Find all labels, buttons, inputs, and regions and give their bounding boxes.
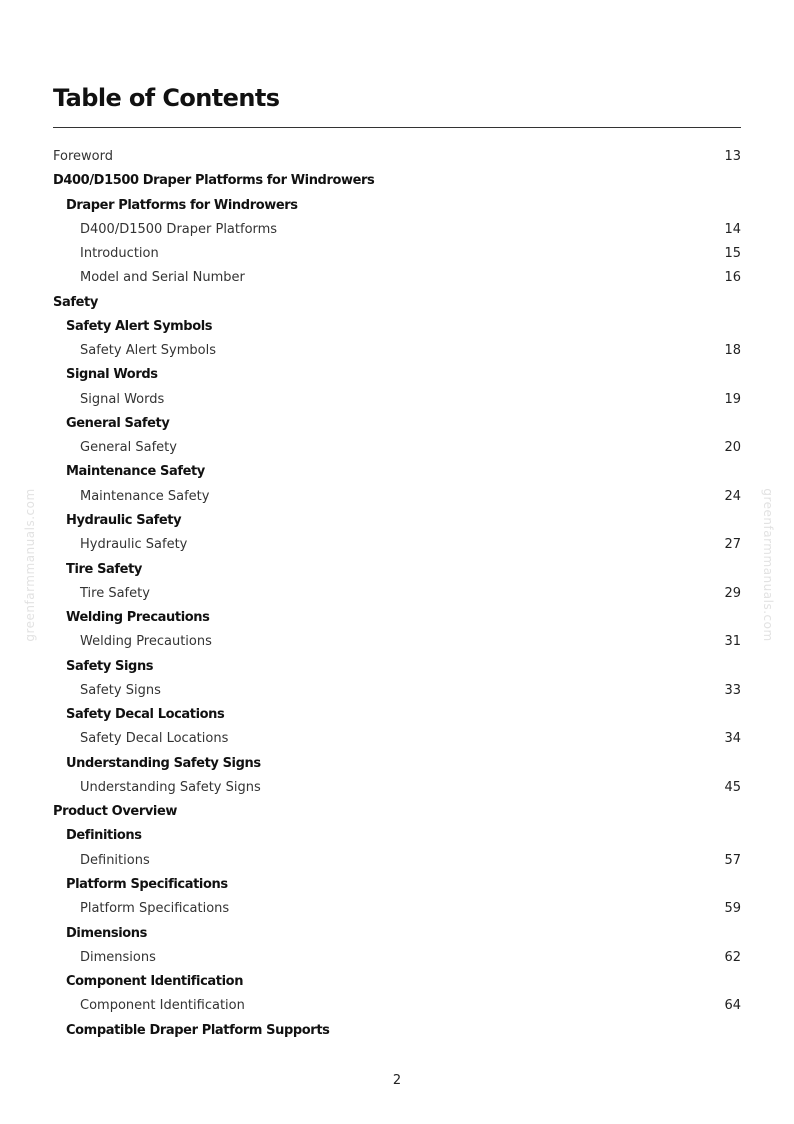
toc-entry-page-number[interactable]: 59	[724, 901, 741, 917]
toc-entry-label[interactable]: Definitions	[66, 828, 142, 844]
toc-entry[interactable]	[53, 849, 741, 873]
toc-entry[interactable]	[53, 315, 741, 339]
toc-entry-page-number[interactable]: 29	[724, 585, 741, 601]
toc-entry-label[interactable]: Safety Alert Symbols	[80, 343, 216, 359]
toc-entry-page-number[interactable]: 14	[724, 221, 741, 237]
toc-entry[interactable]	[53, 776, 741, 800]
toc-entry[interactable]	[53, 169, 741, 193]
toc-entry-page-number[interactable]: 45	[724, 779, 741, 795]
toc-entry[interactable]	[53, 630, 741, 654]
toc-entry[interactable]	[53, 970, 741, 994]
toc-entry[interactable]	[53, 727, 741, 751]
toc-entry-page-number[interactable]: 19	[724, 391, 741, 407]
toc-entry[interactable]	[53, 897, 741, 921]
toc-entry-label[interactable]: D400/D1500 Draper Platforms	[80, 221, 278, 237]
toc-entry-label[interactable]: Signal Words	[80, 391, 165, 407]
toc-entry[interactable]	[53, 242, 741, 266]
toc-entry-label[interactable]: Safety Alert Symbols	[66, 318, 213, 334]
toc-entry-label[interactable]: Definitions	[80, 852, 150, 868]
toc-entry-label[interactable]: General Safety	[80, 440, 177, 456]
toc-entry-label[interactable]: Draper Platforms for Windrowers	[66, 197, 298, 213]
toc-entry[interactable]	[53, 485, 741, 509]
toc-entry-page-number[interactable]: 31	[724, 634, 741, 650]
toc-entry[interactable]	[53, 412, 741, 436]
toc-entry-label[interactable]: Understanding Safety Signs	[66, 755, 261, 771]
page-title: Table of Contents	[53, 84, 280, 112]
toc-entry[interactable]	[53, 460, 741, 484]
toc-entry[interactable]	[53, 218, 741, 242]
toc-entry-label[interactable]: General Safety	[66, 415, 170, 431]
toc-entry-label[interactable]: Model and Serial Number	[80, 270, 245, 286]
toc-entry-label[interactable]: Welding Precautions	[66, 610, 210, 626]
toc-entry-page-number[interactable]: 33	[724, 682, 741, 698]
toc-entry[interactable]	[53, 388, 741, 412]
toc-entry-label[interactable]: Product Overview	[53, 804, 177, 820]
table-of-contents	[53, 145, 741, 1043]
watermark-right: greenfarmmanuals.com	[761, 488, 775, 642]
toc-entry-label[interactable]: Tire Safety	[80, 585, 150, 601]
toc-entry[interactable]	[53, 363, 741, 387]
toc-entry-label[interactable]: Tire Safety	[66, 561, 142, 577]
toc-entry[interactable]	[53, 509, 741, 533]
toc-entry[interactable]	[53, 436, 741, 460]
toc-entry-label[interactable]: Safety Decal Locations	[80, 731, 229, 747]
toc-entry[interactable]	[53, 655, 741, 679]
toc-entry-page-number[interactable]: 18	[724, 343, 741, 359]
toc-entry[interactable]	[53, 533, 741, 557]
toc-entry-label[interactable]: Understanding Safety Signs	[80, 779, 261, 795]
toc-entry-label[interactable]: Dimensions	[80, 949, 156, 965]
toc-entry[interactable]	[53, 194, 741, 218]
toc-entry[interactable]	[53, 922, 741, 946]
toc-entry-page-number[interactable]: 64	[724, 998, 741, 1014]
toc-entry-label[interactable]: Introduction	[80, 246, 159, 262]
toc-entry-label[interactable]: Signal Words	[66, 367, 158, 383]
toc-entry-page-number[interactable]: 13	[724, 149, 741, 164]
toc-entry[interactable]	[53, 558, 741, 582]
toc-entry-label[interactable]: Hydraulic Safety	[80, 537, 188, 553]
toc-entry[interactable]	[53, 266, 741, 290]
toc-entry-label[interactable]: Component Identification	[80, 998, 245, 1014]
toc-entry[interactable]	[53, 752, 741, 776]
toc-entry-page-number[interactable]: 27	[724, 537, 741, 553]
toc-entry-label[interactable]: Compatible Draper Platform Supports	[66, 1022, 330, 1038]
toc-entry-label[interactable]: Component Identification	[66, 974, 244, 990]
toc-entry[interactable]	[53, 679, 741, 703]
toc-entry[interactable]	[53, 873, 741, 897]
toc-entry-label[interactable]: Welding Precautions	[80, 634, 212, 650]
toc-entry-label[interactable]: Safety	[53, 294, 98, 310]
title-divider	[53, 127, 741, 128]
toc-entry-label[interactable]: Maintenance Safety	[66, 464, 205, 480]
toc-entry-page-number[interactable]: 57	[724, 852, 741, 868]
toc-entry[interactable]	[53, 291, 741, 315]
toc-entry-page-number[interactable]: 62	[724, 949, 741, 965]
toc-entry-page-number[interactable]: 16	[724, 270, 741, 286]
toc-entry-page-number[interactable]: 20	[724, 440, 741, 456]
toc-entry[interactable]	[53, 946, 741, 970]
toc-entry-label[interactable]: Hydraulic Safety	[66, 512, 182, 528]
watermark-left: greenfarmmanuals.com	[23, 488, 37, 642]
toc-entry[interactable]	[53, 1019, 741, 1043]
toc-entry-page-number[interactable]: 34	[724, 731, 741, 747]
toc-entry[interactable]	[53, 994, 741, 1018]
toc-entry[interactable]	[53, 582, 741, 606]
toc-entry[interactable]	[53, 145, 741, 169]
toc-entry-label[interactable]: Safety Decal Locations	[66, 707, 225, 723]
page-number: 2	[392, 1073, 402, 1088]
toc-entry-label[interactable]: Maintenance Safety	[80, 488, 210, 504]
toc-entry-label[interactable]: Dimensions	[66, 925, 147, 941]
toc-entry-label[interactable]: Platform Specifications	[66, 876, 228, 892]
toc-entry[interactable]	[53, 703, 741, 727]
toc-entry[interactable]	[53, 824, 741, 848]
toc-entry[interactable]	[53, 606, 741, 630]
toc-entry-label[interactable]: Foreword	[53, 149, 113, 164]
toc-entry-label[interactable]: Platform Specifications	[80, 901, 230, 917]
toc-entry[interactable]	[53, 339, 741, 363]
toc-entry-page-number[interactable]: 24	[724, 488, 741, 504]
toc-entry-label[interactable]: D400/D1500 Draper Platforms for Windrowers	[53, 173, 375, 189]
toc-entry[interactable]	[53, 800, 741, 824]
toc-entry-page-number[interactable]: 15	[724, 246, 741, 262]
toc-entry-label[interactable]: Safety Signs	[80, 682, 161, 698]
toc-entry-label[interactable]: Safety Signs	[66, 658, 154, 674]
